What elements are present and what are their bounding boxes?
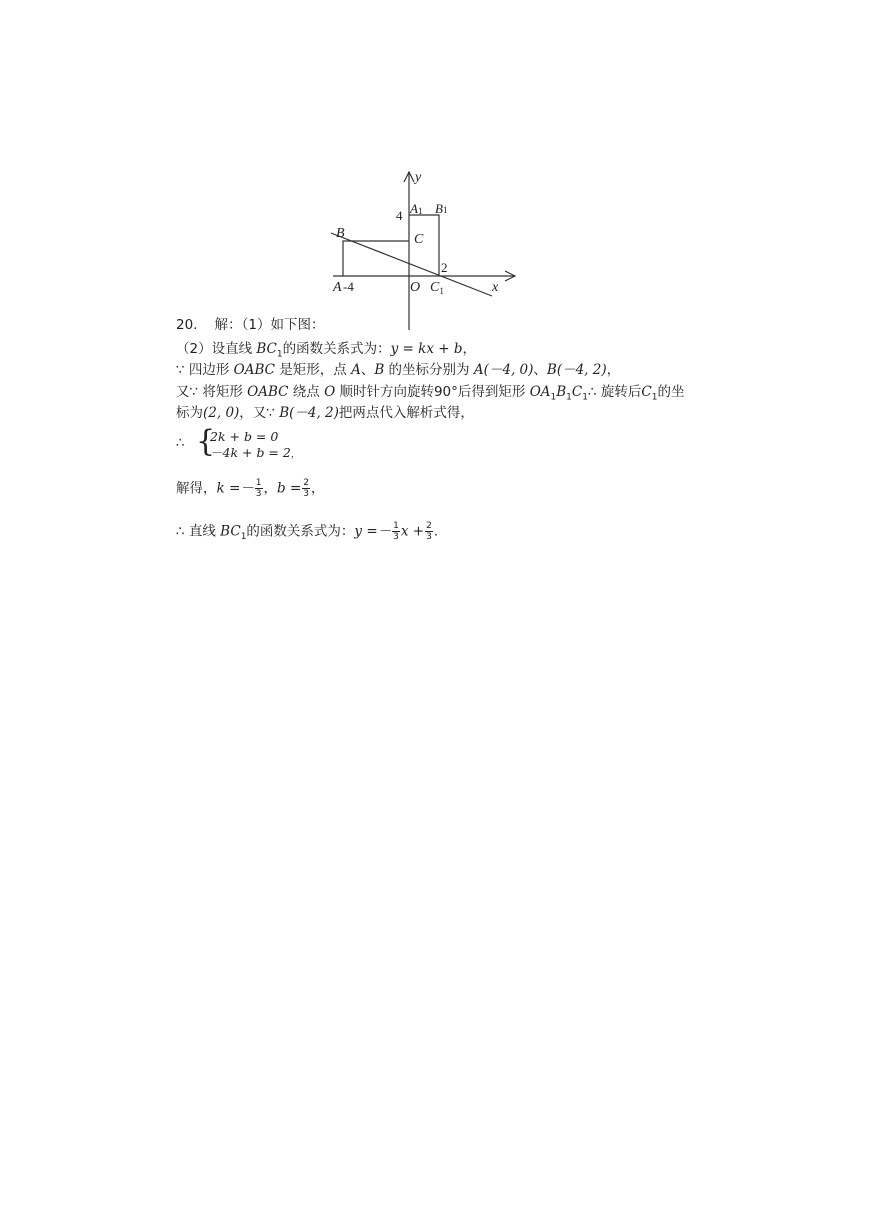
text: 是矩形，点 bbox=[275, 362, 352, 378]
label-B1: B1 bbox=[435, 201, 448, 216]
text: 标为 bbox=[176, 405, 203, 421]
equation-1: 2k + b = 0 bbox=[210, 429, 279, 444]
math: A(－4, 0) bbox=[473, 362, 534, 378]
math: B(－4, 2) bbox=[546, 362, 607, 378]
text: ∴ 旋转后 bbox=[587, 384, 642, 400]
text: 的函数关系式为： bbox=[246, 523, 355, 540]
subscript: 1 bbox=[566, 392, 572, 403]
label-y: y bbox=[415, 170, 422, 185]
text: ， bbox=[263, 480, 278, 497]
math: BC bbox=[220, 523, 241, 540]
therefore-symbol: ∴ bbox=[176, 435, 185, 451]
numerator: 2 bbox=[426, 521, 432, 531]
math: k =－ bbox=[216, 480, 254, 497]
math: B bbox=[374, 362, 385, 378]
math: x + bbox=[400, 523, 425, 540]
equation-2 bbox=[210, 445, 300, 463]
math: C bbox=[571, 384, 583, 400]
subscript: 1 bbox=[276, 349, 283, 360]
label-A1: A1 bbox=[410, 201, 423, 216]
label-B: B bbox=[336, 226, 345, 241]
part1-text: 解：（1）如下图： bbox=[214, 317, 325, 333]
math: y =－ bbox=[354, 523, 392, 540]
text: 的函数关系式为： bbox=[282, 341, 391, 357]
subscript: 1 bbox=[651, 392, 658, 403]
text: 、 bbox=[360, 362, 375, 378]
math: C bbox=[641, 384, 652, 400]
solution-line-3 bbox=[176, 360, 620, 380]
label-C1: $C_1$ bbox=[430, 280, 444, 296]
math: OABC bbox=[247, 384, 289, 400]
math: OABC bbox=[233, 362, 275, 378]
math: y = kx + b bbox=[390, 341, 463, 357]
text: ， bbox=[606, 362, 621, 378]
equation-2-text: －4k + b = 2 bbox=[210, 445, 291, 460]
text: ， bbox=[290, 450, 300, 460]
denominator: 3 bbox=[303, 489, 310, 499]
numerator: 2 bbox=[303, 478, 310, 488]
denominator: 3 bbox=[393, 532, 399, 542]
tick-4: 4 bbox=[396, 208, 403, 223]
text: 绕点 bbox=[288, 384, 325, 400]
tick-neg4: -4 bbox=[343, 279, 354, 294]
numerator: 1 bbox=[393, 521, 399, 531]
math: B bbox=[556, 384, 567, 400]
text: （2）设直线 bbox=[176, 341, 257, 357]
math: B(－4, 2) bbox=[279, 405, 339, 421]
problem-number: 20. bbox=[176, 317, 198, 333]
denominator: 3 bbox=[426, 532, 432, 542]
fraction-b bbox=[302, 478, 310, 499]
label-O: O bbox=[410, 280, 421, 295]
text: 顺时针方向旋转90°后得到矩形 bbox=[335, 384, 530, 400]
fraction-1 bbox=[392, 521, 400, 542]
text: ， bbox=[462, 341, 476, 357]
fraction-k bbox=[255, 478, 263, 499]
text: 又∵ 将矩形 bbox=[176, 384, 248, 400]
text: ，又∵ bbox=[239, 405, 280, 421]
fraction-2 bbox=[425, 521, 433, 542]
solution-line-8 bbox=[176, 521, 438, 547]
text: 把两点代入解析式得， bbox=[338, 405, 474, 421]
math: A bbox=[351, 362, 361, 378]
math: OA bbox=[529, 384, 551, 400]
text: ∵ 四边形 bbox=[176, 362, 234, 378]
subscript: 1 bbox=[582, 392, 588, 403]
math: (2, 0) bbox=[203, 405, 240, 421]
coordinate-figure bbox=[0, 0, 869, 340]
solution-line-1 bbox=[176, 315, 325, 335]
text: . bbox=[433, 523, 439, 540]
numerator: 1 bbox=[255, 478, 262, 488]
tick-2: 2 bbox=[441, 260, 448, 275]
math: BC bbox=[256, 341, 277, 357]
label-x: x bbox=[492, 280, 499, 295]
rectangle-OABC bbox=[343, 241, 409, 276]
solution-line-5 bbox=[176, 403, 474, 423]
label-A: A bbox=[333, 280, 342, 295]
text: 解得， bbox=[176, 480, 217, 497]
text: 的坐标分别为 bbox=[384, 362, 474, 378]
label-C: C bbox=[414, 232, 424, 247]
subscript: 1 bbox=[240, 532, 247, 543]
subscript: 1 bbox=[550, 392, 557, 403]
solution-line-7 bbox=[176, 478, 325, 499]
text: ∴ 直线 bbox=[176, 523, 221, 540]
text: ， bbox=[311, 480, 325, 497]
denominator: 3 bbox=[255, 489, 262, 499]
math: b = bbox=[277, 480, 302, 497]
math: O bbox=[324, 384, 336, 400]
text: 、 bbox=[533, 362, 547, 378]
system-brace: { bbox=[196, 424, 216, 459]
text: 的坐 bbox=[657, 384, 685, 400]
